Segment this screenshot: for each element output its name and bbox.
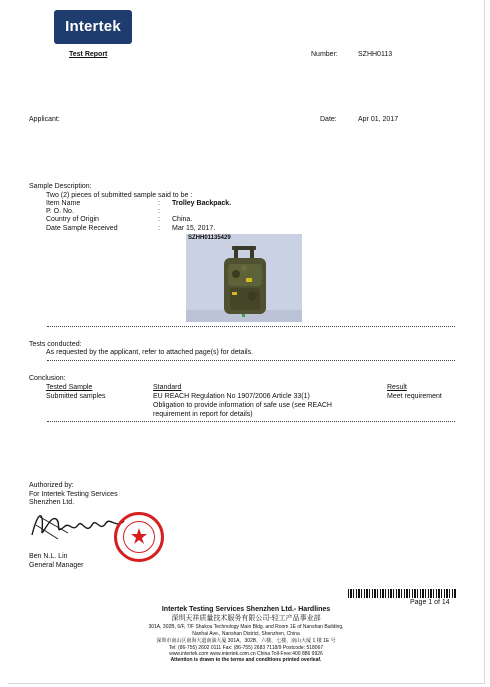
- report-number: SZHH0113: [358, 51, 393, 58]
- footer-company: Intertek Testing Services Shenzhen Ltd.- Hardlines: [161, 606, 331, 613]
- footer-address2: Nanhai Ave., Nanshan District, Shenzhen, China: [192, 631, 300, 637]
- footer-company-cn: 深圳天祥质量技术服务有限公司-轻工产品事业部: [171, 615, 321, 622]
- po-label: P. O. No.: [46, 208, 74, 215]
- standard-line1: EU REACH Regulation No 1907/2006 Article 33(1): [153, 393, 310, 400]
- signer-title: General Manager: [29, 562, 84, 569]
- col-result: Result: [387, 384, 407, 391]
- signature-image: [28, 505, 128, 545]
- footer-address-cn: 深圳市南山区南海大道南油大厦 301A、302B、六楼、七楼、南山大厦 1 楼 1E 号: [156, 638, 336, 644]
- report-page: [8, 0, 485, 684]
- col-tested-sample: Tested Sample: [46, 384, 93, 391]
- origin-value: China.: [172, 216, 193, 223]
- item-name-label: Item Name: [46, 200, 81, 207]
- tests-heading: Tests conducted:: [29, 341, 82, 348]
- footer-tel: Tel: (86-755) 2602 0111 Fax: (86-755) 2683 7118/9 Postcode: 518067: [168, 645, 324, 651]
- colon: :: [158, 200, 160, 207]
- company-short: Shenzhen Ltd.: [29, 499, 75, 506]
- separator: [47, 421, 455, 422]
- company-seal: [114, 512, 164, 562]
- standard-line2: Obligation to provide information of safe use (see REACH: [153, 402, 332, 409]
- number-label: Number:: [311, 51, 338, 58]
- footer-web: www.intertek.com www.intertek.com.cn China Toll-Free:400 886 9926: [169, 651, 323, 657]
- sample-intro: Two (2) pieces of submitted sample said to be :: [46, 192, 193, 199]
- seal-star-icon: [130, 527, 148, 545]
- date-label: Date:: [320, 116, 337, 123]
- colon: :: [158, 208, 160, 215]
- sample-photo: [186, 234, 302, 322]
- sample-description-heading: Sample Description:: [29, 183, 92, 190]
- received-value: Mar 15, 2017.: [172, 225, 216, 232]
- page-number: Page 1 of 14: [410, 599, 450, 606]
- barcode: [348, 589, 456, 598]
- received-label: Date Sample Received: [46, 225, 118, 232]
- colon: :: [158, 216, 160, 223]
- tests-text: As requested by the applicant, refer to attached page(s) for details.: [46, 349, 254, 356]
- intertek-logo: Intertek: [54, 10, 132, 44]
- for-company: For Intertek Testing Services: [29, 491, 118, 498]
- authorized-by: Authorized by:: [29, 482, 74, 489]
- conclusion-heading: Conclusion:: [29, 375, 66, 382]
- signer-name: Ben N.L. Lin: [29, 553, 68, 560]
- report-date: Apr 01, 2017: [358, 116, 399, 123]
- report-title: Test Report: [69, 51, 108, 58]
- footer-attention: Attention is drawn to the terms and conditions printed overleaf.: [170, 657, 322, 663]
- footer-address1: 301A, 302B, 6/F, 7/F Shakou Technology Main Bldg. and Room 1E of Nanshan Building,: [148, 624, 344, 630]
- result-value: Meet requirement: [387, 393, 442, 400]
- colon: :: [158, 225, 160, 232]
- separator: [47, 360, 455, 361]
- origin-label: Country of Origin: [46, 216, 99, 223]
- item-name-value: Trolley Backpack.: [172, 200, 232, 207]
- photo-label: SZHH01135429: [188, 235, 231, 241]
- tested-sample: Submitted samples: [46, 393, 106, 400]
- col-standard: Standard: [153, 384, 182, 391]
- standard-line3: requirement in report for details): [153, 411, 253, 418]
- backpack-image: [186, 234, 302, 322]
- separator: [47, 326, 455, 327]
- applicant-label: Applicant:: [29, 116, 60, 123]
